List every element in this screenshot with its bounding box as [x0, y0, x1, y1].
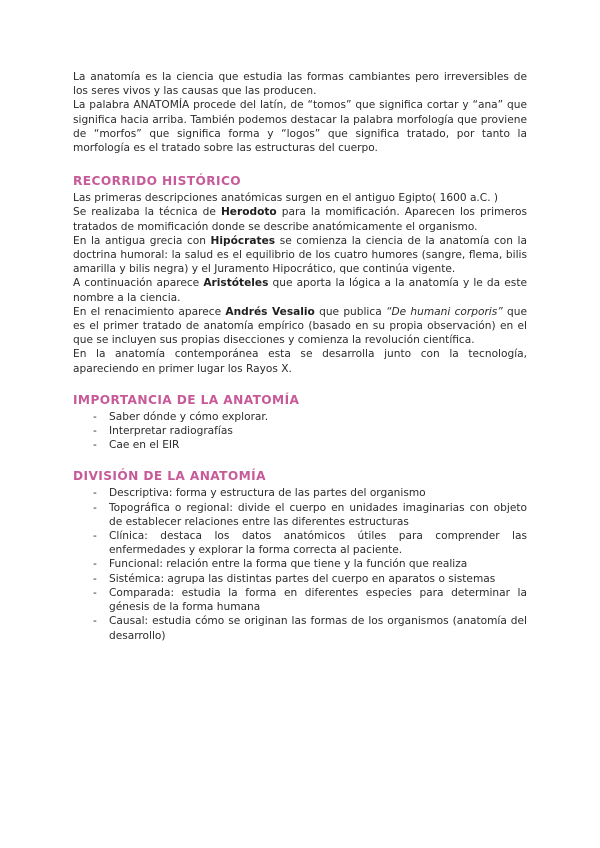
dash-bullet: - [93, 425, 97, 438]
list-item-text: Funcional: relación entre la forma que tiene y la función que realiza [109, 558, 468, 571]
text-run: se comienza la ciencia de la anatomía con la doctrina humoral: la salud es el equilibrio de los cuatro humores (sangre, flema, bilis amarilla y bilis negra) y el Juramento Hipocrático, que continúa vigente. [73, 234, 527, 276]
dash-bullet: - [93, 558, 97, 571]
book-title: “De humani corporis” [385, 305, 503, 318]
list-item [93, 424, 527, 438]
historico-paragraph-vesalio [73, 305, 527, 348]
list-item-text: Saber dónde y cómo explorar. [109, 410, 269, 423]
historico-paragraph-hipocrates [73, 234, 527, 277]
text-run: Se realizaba la técnica de [73, 206, 221, 219]
list-item-text: Interpretar radiografías [109, 425, 233, 438]
list-item-text: Clínica: destaca los datos anatómicos útiles para comprender las enfermedades y explorar la forma correcta al paciente. [109, 530, 527, 557]
dash-bullet: - [93, 530, 97, 543]
importancia-heading: IMPORTANCIA DE LA ANATOMÍA [73, 392, 300, 407]
division-list [73, 486, 527, 642]
dash-bullet: - [93, 410, 97, 423]
intro-paragraph-1: La anatomía es la ciencia que estudia las formas cambiantes pero irreversibles de los seres vivos y las causas que las producen. [73, 71, 527, 98]
list-item-text: Cae en el EIR [109, 439, 180, 452]
historico-paragraph-herodoto [73, 205, 527, 233]
dash-bullet: - [93, 615, 97, 628]
historico-paragraph-aristoteles [73, 276, 527, 304]
dash-bullet: - [93, 487, 97, 500]
text-run: que aporta la lógica a la anatomía y le da este nombre a la ciencia. [73, 277, 527, 304]
importancia-section [73, 392, 527, 453]
text-run: A continuación aparece [73, 277, 204, 290]
list-item [93, 529, 527, 557]
intro-section [73, 70, 527, 155]
importancia-list [73, 410, 527, 453]
historico-paragraph-egipto: Las primeras descripciones anatómicas surgen en el antiguo Egipto( 1600 a.C. ) [73, 192, 499, 205]
list-item [93, 557, 527, 571]
list-item [93, 410, 527, 424]
list-item-text: Sistémica: agrupa las distintas partes del cuerpo en aparatos o sistemas [109, 572, 496, 585]
name-herodoto: Herodoto [220, 206, 277, 219]
historico-section [73, 173, 527, 376]
list-item-text: Causal: estudia cómo se originan las formas de los organismos (anatomía del desarrollo) [109, 615, 527, 642]
dash-bullet: - [93, 572, 97, 585]
division-section [73, 468, 527, 642]
text-run: para la momificación. Aparecen los primeros tratados de momificación donde se describe anatómicamente el organismo. [73, 206, 527, 233]
name-vesalio: Andrés Vesalio [225, 305, 315, 318]
historico-heading: RECORRIDO HISTÓRICO [73, 174, 242, 189]
intro-paragraph-2: La palabra ANATOMÍA procede del latín, de “tomos” que significa cortar y “ana” que significa hacia arriba. También podemos destacar la palabra morfología que proviene de “morfos” que significa forma y “logos” que significa tratado, por tanto la morfología es el tratado sobre las estructuras del cuerpo. [73, 99, 527, 155]
text-run: En el renacimiento aparece [73, 305, 226, 318]
list-item [93, 438, 527, 452]
list-item-text: Descriptiva: forma y estructura de las partes del organismo [109, 487, 426, 500]
list-item-text: Topográfica o regional: divide el cuerpo en unidades imaginarias con objeto de establecer relaciones entre las diferentes estructuras [109, 501, 527, 528]
name-hipocrates: Hipócrates [210, 234, 276, 247]
division-heading: DIVISIÓN DE LA ANATOMÍA [73, 469, 266, 484]
historico-paragraph-contemporanea: En la anatomía contemporánea esta se desarrolla junto con la tecnología, apareciendo en primer lugar los Rayos X. [73, 348, 527, 375]
list-item [93, 572, 527, 586]
dash-bullet: - [93, 439, 97, 452]
list-item-text: Comparada: estudia la forma en diferentes especies para determinar la génesis de la forma humana [109, 586, 527, 614]
list-item [93, 486, 527, 500]
dash-bullet: - [93, 501, 97, 514]
dash-bullet: - [93, 586, 97, 599]
name-aristoteles: Aristóteles [203, 277, 269, 290]
text-run: En la antigua grecia con [73, 234, 211, 247]
list-item [93, 501, 527, 529]
text-run: que publica [314, 305, 386, 318]
text-run: que es el primer tratado de anatomía empírico (basado en su propia observación) en el que se incluyen sus propias disecciones y comienza la revolución científica. [73, 305, 527, 347]
list-item [93, 586, 527, 614]
list-item [93, 614, 527, 642]
